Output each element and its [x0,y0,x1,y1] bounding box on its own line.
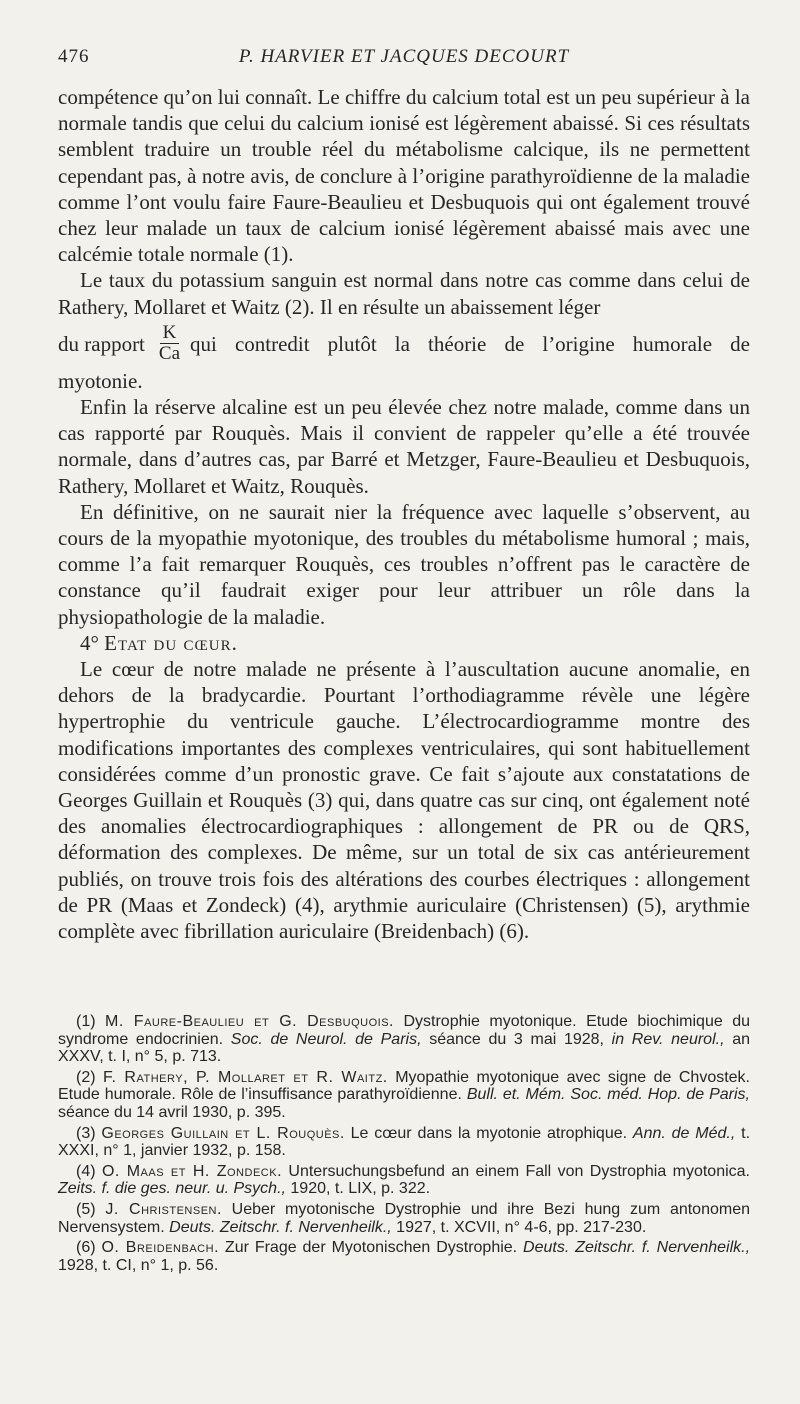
running-header [58,46,750,72]
footnote-tail: t. XXXI, n° 1, janvier 1932, p. 158. [58,1124,751,1160]
footnote-author: F. Rathery, P. Mollaret et R. Waitz. [103,1068,388,1086]
footnote-author: M. Faure-Beaulieu et G. Desbuquois. [105,1013,394,1030]
footnote [58,1163,750,1198]
footnote [58,1201,750,1236]
footnote [58,1069,750,1122]
footnote-ital: Deuts. Zeitschr. f. Nervenheilk., [523,1239,751,1257]
footnote [58,1239,750,1274]
footnote-text: Myopathie myotonique avec signe de Chvostek. Etude humorale. Rôle de l’insuffisance parathyroïdienne. [58,1068,751,1104]
footnote-text: Untersuchungsbefund an einem Fall von Dystrophia myotonica. [282,1162,751,1180]
section-number: 4° [80,630,99,655]
footnote-num: (2) [76,1068,104,1086]
footnote-ital2: in Rev. neurol., [611,1030,725,1048]
footnote-ital: Deuts. Zeitschr. f. Nervenheilk., [169,1218,392,1236]
footnote-author: Georges Guillain et L. Rouquès. [101,1124,345,1142]
footnote-tail: séance du 14 avril 1930, p. 395. [58,1103,286,1121]
footnote-num: (4) [76,1162,102,1180]
footnotes [58,1013,750,1277]
fraction-denominator: Ca [158,343,181,365]
footnote-tail: 1920, t. LIX, p. 322. [285,1180,431,1198]
footnote-ital: Zeits. f. die ges. neur. u. Psych., [58,1180,286,1198]
footnote-text: Dystrophie myotonique. Etude biochimique du syndrome endocrinien. [58,1013,751,1048]
paragraph-alkaline-reserve: Enfin la réserve alcaline est un peu élevée chez notre malade, comme dans un cas rapporté par Rouquès. Mais il convient de rappeler qu’elle a été trouvée normale, dans d’autres cas, par Barré et Metzger, Faure-Beaulieu et Desbuquois, Rathery, Mollaret et Waitz, Rouquès. [58,395,750,498]
paragraph-potassium [58,267,750,319]
footnote-num: (3) [76,1124,102,1142]
footnote-tail: 1927, t. XCVII, n° 4-6, pp. 217-230. [391,1218,647,1236]
section-heading [58,630,750,656]
paragraph-heart: Le cœur de notre malade ne présente à l’auscultation aucune anomalie, en dehors de la bradycardie. Pourtant l’orthodiagramme révèle une légère hypertrophie du ventricule gauche. L’électrocardiogramme montre des modifications importantes des complexes ventriculaires, qui sont habituellement considérées comme d’un pronostic grave. Ce fait s’ajoute aux constatations de Georges Guillain et Rouquès (3) qui, dans quatre cas sur cinq, ont également noté des anomalies électrocardiographiques : allongement de PR ou de QRS, déformation des complexes. De même, sur un total de six cas antérieurement publiés, on trouve trois fois des altérations des courbes électriques : allongement de PR (Maas et Zondeck) (4), arythmie auriculaire (Christensen) (5), arythmie complète avec fibrillation auriculaire (Breidenbach) (6). [58,657,750,944]
footnote-tail: 1928, t. CI, n° 1, p. 56. [58,1256,219,1274]
paragraph-potassium-end: myotonie. [58,368,143,393]
footnote-tail: séance du 3 mai 1928, [421,1030,612,1048]
footnote-num: (6) [76,1239,102,1257]
main-text [58,84,750,944]
ratio-tail-text: qui contredit plutôt la théorie de l’origine humorale de [190,331,750,356]
paragraph-conclusion: En définitive, on ne saurait nier la fréquence avec laquelle s’observent, au cours de la myopathie myotonique, des troubles du métabolisme humoral ; mais, comme l’a fait remarquer Rouquès, ces troubles n’offrent pas le caractère de constance qu’il faudrait exiger pour leur attribuer un rôle dans la physiopathologie de la maladie. [58,499,750,629]
running-title: P. HARVIER ET JACQUES DECOURT [238,46,570,67]
footnote [58,1125,750,1160]
footnote-ital: Ann. de Méd., [632,1124,736,1142]
footnote-author: O. Breidenbach. [101,1239,220,1257]
footnote-text: Ueber myotonische Dystrophie und ihre Bezi hung zum antonomen Nervensystem. [58,1200,750,1236]
footnote-text: Le cœur dans la myotonie atrophique. [344,1124,633,1142]
ratio-lead-text: du rapport [58,331,145,356]
footnote-author: O. Maas et H. Zondeck. [101,1162,283,1180]
footnote-ital: Soc. de Neurol. de Paris, [230,1030,422,1048]
paragraph-calcium: compétence qu’on lui connaît. Le chiffre du calcium total est un peu supérieur à la normale tandis que celui du calcium ionisé est légèrement abaissé. Si ces résultats semblent traduire un trouble réel du métabolisme calcique, ils ne permettent cependant pas, à notre avis, de conclure à l’origine parathyroïdienne de la maladie comme l’ont voulu faire Faure-Beaulieu et Desbuquois qui ont également trouvé chez leur malade un taux de calcium ionisé légèrement abaissé mais avec une calcémie totale normale (1). [58,85,750,267]
potassium-text: Le taux du potassium sanguin est normal dans notre cas comme dans celui de Rathery, Mollaret et Waitz (2). Il en résulte un abaissement léger [58,268,750,319]
ratio-line [58,322,750,366]
section-title: Etat du cœur. [104,630,238,655]
page-number: 476 [58,46,90,67]
footnote [58,1013,750,1066]
fraction-numerator: K [160,324,180,344]
footnote-text: Zur Frage der Myotonischen Dystrophie. [219,1239,524,1257]
footnote-author: J. Christensen. [105,1200,222,1218]
footnote-ital: Bull. et. Mém. Soc. méd. Hop. de Paris, [466,1086,750,1104]
footnote-num: (1) [76,1013,106,1030]
footnote-tail2: an XXXV, t. I, n° 5, p. 713. [58,1030,750,1066]
footnote-num: (5) [76,1200,106,1218]
k-ca-fraction [159,324,180,363]
